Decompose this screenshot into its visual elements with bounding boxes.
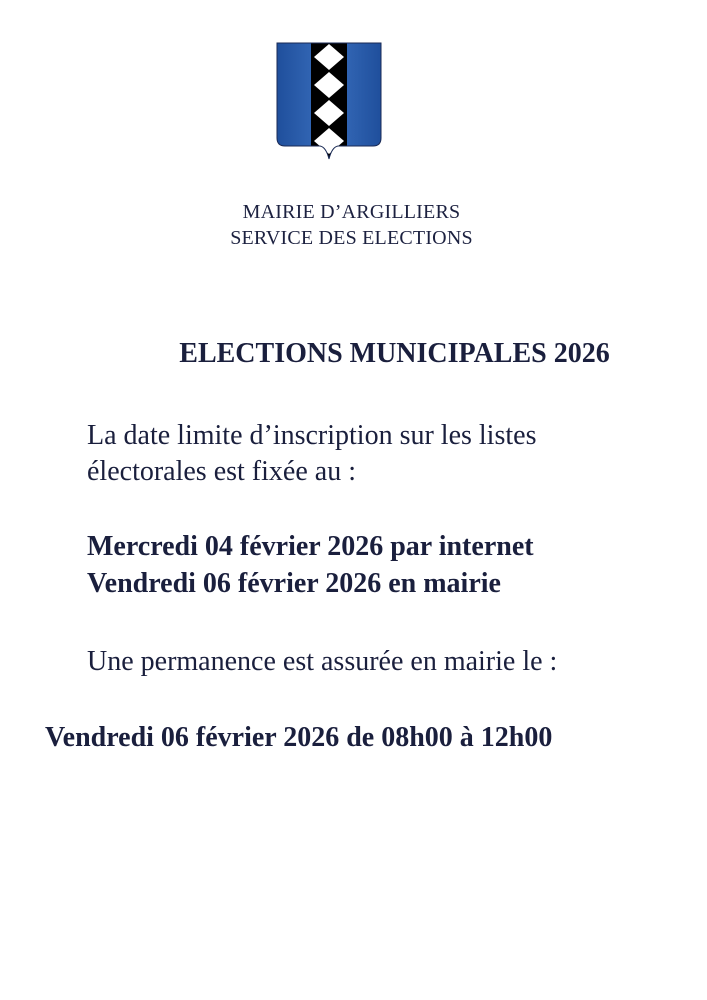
deadline-internet: Mercredi 04 février 2026 par internet bbox=[87, 531, 534, 562]
permanence-text: Une permanence est assurée en mairie le : bbox=[87, 646, 558, 677]
service-name: SERVICE DES ELECTIONS bbox=[230, 227, 473, 249]
intro-line-1: La date limite d’inscription sur les listes bbox=[87, 420, 537, 451]
deadline-mairie: Vendredi 06 février 2026 en mairie bbox=[87, 568, 501, 599]
coat-of-arms-icon bbox=[276, 42, 382, 160]
mairie-name: MAIRIE D’ARGILLIERS bbox=[242, 201, 461, 223]
permanence-date: Vendredi 06 février 2026 de 08h00 à 12h00 bbox=[45, 722, 553, 753]
page-title: ELECTIONS MUNICIPALES 2026 bbox=[179, 338, 610, 369]
intro-line-2: électorales est fixée au : bbox=[87, 456, 356, 487]
